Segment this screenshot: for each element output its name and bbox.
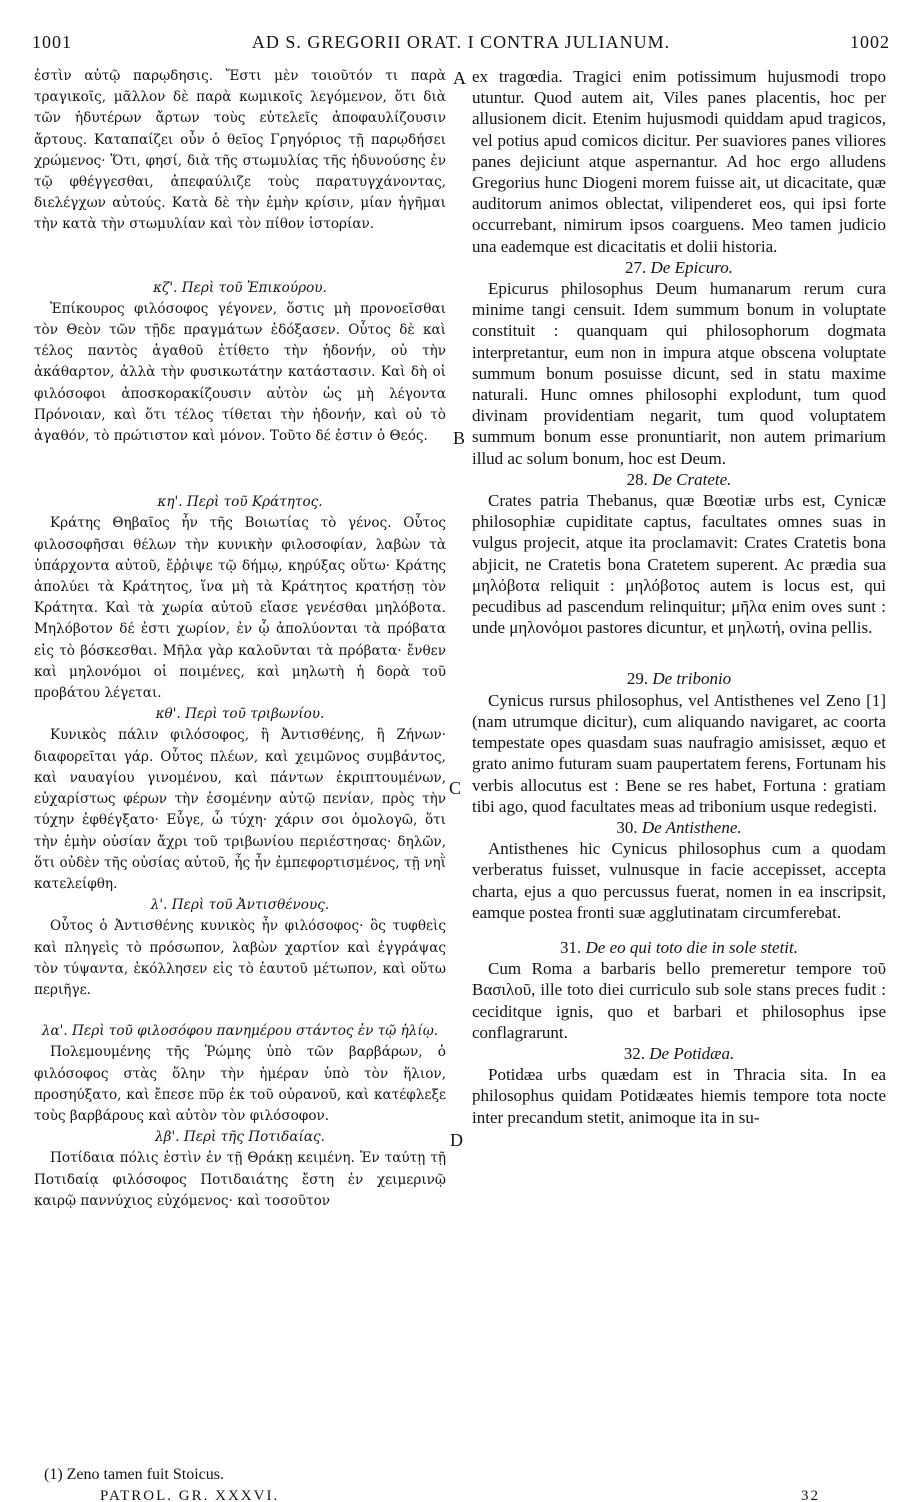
greek-heading-31: λα'. Περὶ τοῦ φιλοσόφου πανημέρου στάντος ἐν τῷ ἡλίῳ. — [41, 1023, 439, 1040]
page-number-left: 1001 — [32, 32, 72, 52]
heading-title: De Epicuro. — [650, 257, 733, 277]
latin-paragraph-27: Epicurus philosophus Deum humanarum rerum cura minime tangi censuit. Idem summum bonum in voluptate constituit : quanquam qui philosophorum dogmata interpretantur, eum non in impura atque obscena voluptate summum bonum posuisse dicunt, sed in statu maxime naturali. Hunc omnes philosophi explodunt, tum quod divinam providentiam negarit, tum quod voluptatem summum bonum esse pronuntiarit, non autem primarium illud ac solum bonum, hoc est Deum. — [472, 279, 886, 468]
page-number-right: 1002 — [850, 32, 890, 52]
greek-heading-29: κθ'. Περὶ τοῦ τριβωνίου. — [155, 706, 325, 723]
latin-intro-paragraph: ex tragœdia. Tragici enim potissimum hujusmodi tropo utuntur. Quod autem ait, Viles panes placentis, hoc per allusionem dicit. Etenim hujusmodi quiddam apud tragicos, vel potius apud comicos dicitur. Per suaviores panes viliores panes dejiciunt atque aspernantur. Ad hoc ergo alludens Gregorius hunc Diogeni morem fuisse ait, ut dicacitate, quæ auditorum animos oblectat, vilipenderet eos, qui ipsi forte occurrebant, nimirum ipsos coarguens. Meo tamen judicio una eademque est dicacitatis et dolii historia. — [472, 67, 886, 256]
latin-heading-30 — [472, 817, 886, 838]
heading-number: 29. — [626, 669, 649, 689]
signature-line — [100, 1488, 860, 1502]
heading-number: 27. — [625, 257, 647, 277]
greek-heading-30: λ'. Περὶ τοῦ Ἀντισθένους. — [150, 897, 330, 914]
signature-number: 32 — [801, 1488, 820, 1502]
greek-heading-28: κη'. Περὶ τοῦ Κράτητος. — [157, 494, 323, 511]
series-signature: PATROL. GR. XXXVI. — [100, 1488, 280, 1502]
running-title: AD S. GREGORII ORAT. I CONTRA JULIANUM. — [251, 32, 671, 52]
greek-paragraph-32: Ποτίδαια πόλις ἐστὶν ἐν τῇ Θράκῃ κειμένη. Ἐν ταύτῃ τῇ Ποτιδαίᾳ φιλόσοφος Ποτιδαιάτης ἔστη ἐν χειμερινῷ καιρῷ παννύχιος εὐχόμενος· καὶ τοσοῦτον — [34, 1150, 446, 1209]
greek-paragraph-28: Κράτης Θηβαῖος ἦν τῆς Βοιωτίας τὸ γένος. Οὗτος φιλοσοφῆσαι θέλων τὴν κυνικὴν φιλοσοφίαν, λαβὼν τὰ ὑπάρχοντα αὐτοῦ, ἔῤῥιψε τῷ δήμῳ, κηρύξας οὕτω· Κράτης ἀπολύει τὰ Κράτητος, ἵνα μὴ τὰ Κράτητος κρατήσῃ τὸν Κράτητα. Καὶ τὰ χωρία αὐτοῦ εἴασε γενέσθαι μηλόβοτα. Μηλόβοτον δέ ἐστι χωρίον, ἐν ᾧ ἀπολύονται τὰ πρόβατα εἰς τὸ βόσκεσθαι. Μῆλα γὰρ καλοῦνται τὰ πρόβατα· ἔνθεν καὶ μηλονόμοι οἱ ποιμένες, καὶ μηλωτὴ ἡ δορὰ τοῦ προβάτου λέγεται. — [34, 515, 446, 702]
heading-number: 31. — [560, 937, 582, 957]
latin-heading-31 — [472, 937, 886, 958]
margin-letter-a: A — [453, 68, 466, 88]
greek-paragraph-29: Κυνικὸς πάλιν φιλόσοφος, ἢ Ἀντισθένης, ἢ Ζήνων· διαφορεῖται γάρ. Οὗτος πλέων, καὶ χειμῶνος συμβάντος, καὶ ναυαγίου γινομένου, καὶ πάντων ἐκριπτουμένων, εὐχαρίστως φέρων τὴν ἐσομένην αὐτῷ πενίαν, πρὸς τὴν τύχην ἐφθέγξατο· Εὖγε, ὦ τύχη· χάριν σοι ὁμολογῶ, ὅτι τὴν ἐμὴν οὐσίαν ἄχρι τοῦ τριβωνίου περιέστησας· δηλῶν, ὅτι οὐδὲν τῆς οὐσίας αὐτοῦ, ἧς ἦν ἐμπεφορτισμένος, τῇ νηῒ κατελείφθη. — [34, 727, 446, 892]
greek-paragraph-31: Πολεμουμένης τῆς Ῥώμης ὑπὸ τῶν βαρβάρων, ὁ φιλόσοφος στὰς ὅλην τὴν ἡμέραν ὑπὸ τὸν ἥλιον, προσηύξατο, καὶ ἔπεσε πῦρ ἐκ τοῦ οὐρανοῦ, καὶ κατέφλεξε τοὺς βαρβάρους καὶ αὐτὸν τὸν φιλόσοφον. — [34, 1044, 446, 1124]
greek-paragraph-27: Ἐπίκουρος φιλόσοφος γέγονεν, ὅστις μὴ προνοεῖσθαι τὸν Θεὸν τῶν τῇδε πραγμάτων ἐδόξασεν. Οὗτος δὲ καὶ τέλος παντὸς ἀγαθοῦ ἐτίθετο τὴν ἡδονήν, οὐ τὴν ἀκάθαρτον, ἀλλὰ τὴν φυσικωτάτην κατάστασιν. Καὶ δὴ οἱ φιλόσοφοι ἀποσκορακίζουσιν αὐτὸν ὡς μὴ λέγοντα Πρόνοιαν, καὶ ὅτι τέλος τίθεται τὴν ἡδονήν, καὶ οὐ τὸ ἀγαθόν, τὸ πρώτιστον καὶ μόνον. Τοῦτο δέ ἐστιν ὁ Θεός. — [34, 300, 446, 445]
latin-heading-28 — [472, 469, 886, 490]
heading-title: De Antisthene. — [641, 817, 742, 837]
latin-paragraph-29: Cynicus rursus philosophus, vel Antisthenes vel Zeno [1] (nam utrumque dicitur), cum aliquando navigaret, ac coorta tempestate opes quasdam suas naufragio amisisset, æquo et grato animo futuram suam paupertatem ferens, Fortunam his verbis allocutus est : Bene se res habet, Fortuna : gratiam tibi ago, quod facultates meas ad tribonium usque redegisti. — [472, 690, 886, 816]
margin-letter-b: B — [453, 428, 466, 448]
heading-title: De Potidæa. — [649, 1043, 735, 1063]
latin-column — [472, 66, 886, 1128]
heading-title: De tribonio — [652, 669, 732, 689]
latin-paragraph-28: Crates patria Thebanus, quæ Bœotiæ urbs est, Cynicæ philosophiæ cupiditate captus, facultates omnes suas in vulgus projecit, atque ita proclamavit: Crates Cratetis bona abjicit, ne Cratetis bona Cratetem superent. Ac prædia sua μηλόβοτα reliquit : μηλόβοτος autem is locus est, qui pecudibus ad pascendum relinquitur; μῆλα enim oves sunt : unde μηλονόμοι pastores dicuntur, et μηλωτή, ovina pellis. — [472, 491, 886, 638]
heading-number: 28. — [626, 469, 648, 489]
heading-title: De Cratete. — [652, 469, 732, 489]
heading-number: 30. — [616, 817, 638, 837]
latin-heading-27 — [472, 257, 886, 278]
margin-letter-c: C — [449, 778, 462, 798]
greek-column — [34, 66, 446, 1212]
heading-number: 32. — [623, 1043, 645, 1063]
latin-paragraph-31: Cum Roma a barbaris bello premeretur tempore τοῦ Βασιλοῦ, ille toto diei curriculo sub sole stans preces fudit : ceciditque ignis, quo et barbari et philosophus ipse conflagrarunt. — [472, 959, 886, 1042]
latin-paragraph-32: Potidæa urbs quædam est in Thracia sita. In ea philosophus quidam Potidæates hiemis tempore tota nocte inter precandum stetit, animoque ita in su- — [472, 1065, 886, 1127]
greek-heading-27: κζ'. Περὶ τοῦ Ἐπικούρου. — [153, 279, 327, 296]
footnote: (1) Zeno tamen fuit Stoicus. — [44, 1466, 224, 1483]
greek-paragraph-30: Οὗτος ὁ Ἀντισθένης κυνικὸς ἦν φιλόσοφος· ὃς τυφθεὶς καὶ πληγεὶς τὸ πρόσωπον, λαβὼν χαρτίον καὶ ἐγγράψας τὸν τύψαντα, ἐκόλλησεν εἰς τὸ ἑαυτοῦ μέτωπον, καὶ οὕτω περιῆγε. — [34, 918, 446, 998]
latin-heading-32 — [472, 1043, 886, 1064]
latin-paragraph-30: Antisthenes hic Cynicus philosophus cum a quodam verberatus fuisset, vulnusque in facie accepisset, accepta charta, ejus a quo percussus fuerat, nomen in ea inscripsit, eamque postea fronti suæ agglutinatam circumferebat. — [472, 839, 886, 922]
heading-title: De eo qui toto die in sole stetit. — [585, 937, 798, 957]
margin-letter-d: D — [450, 1130, 463, 1150]
running-header — [32, 32, 890, 58]
latin-heading-29 — [472, 668, 886, 689]
greek-intro-paragraph: ἐστὶν αὐτῷ παρῳδησις. Ἔστι μὲν τοιοῦτόν τι παρὰ τραγικοῖς, μᾶλλον δὲ παρὰ κωμικοῖς λεγόμενον, ὅτι διὰ τῶν ἡδυτέρων ἄρτων τοὺς εὐτελεῖς ἀποφαυλίζουσιν ἄρτους. Καταπαίζει οὖν ὁ θεῖος Γρηγόριος τῇ παρῳδήσει χρώμενος· Ὅτι, φησί, διὰ τῆς στωμυλίας τῆς ἡδυνούσης ἐν τῷ φθέγγεσθαι, ἀπεφαύλιζε τοὺς παρατυγχάνοντας, διελέγχων αὐτούς. Κατὰ δὲ τὴν ἐμὴν κρίσιν, μίαν ἡγῆμαι τὴν κατὰ τὴν στωμυλίαν καὶ τὸν πίθον ἱστορίαν. — [34, 68, 446, 233]
greek-heading-32: λβ'. Περὶ τῆς Ποτιδαίας. — [155, 1129, 325, 1146]
